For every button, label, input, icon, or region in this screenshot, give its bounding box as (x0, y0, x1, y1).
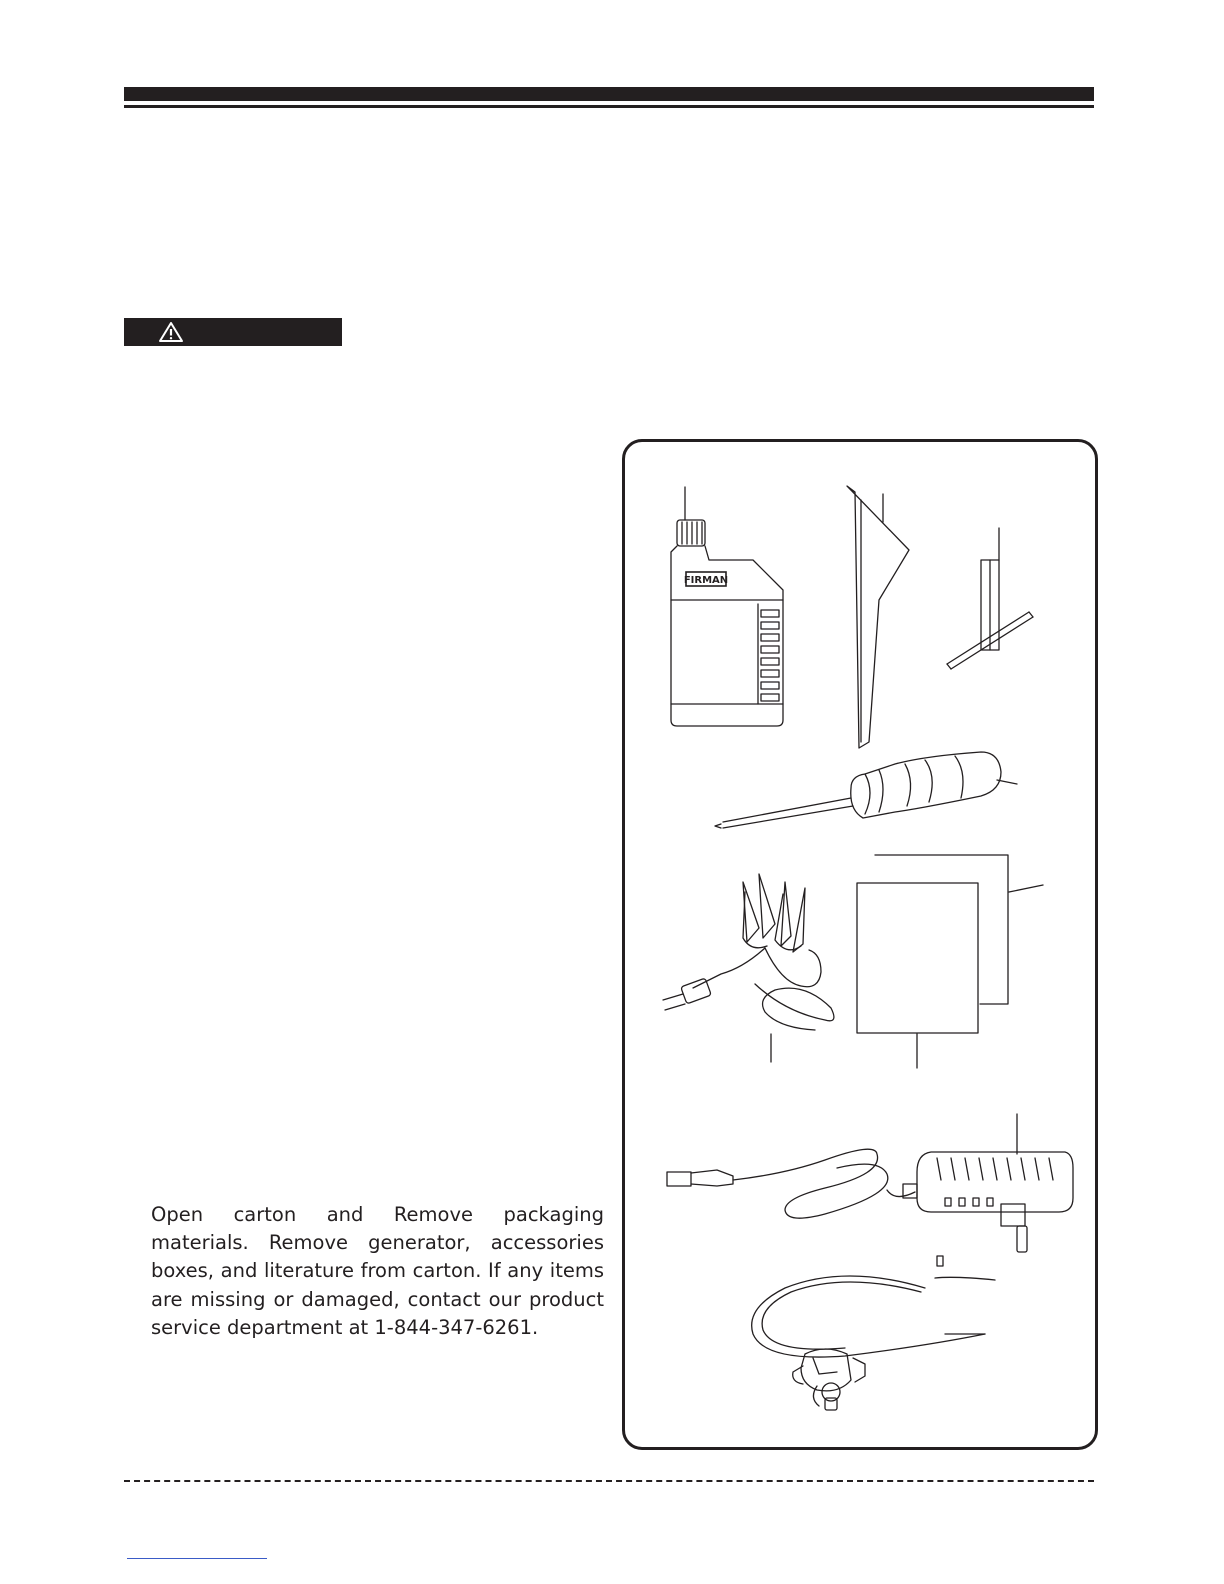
accessories-panel (622, 439, 1098, 1450)
oil-funnel-illustration (847, 486, 909, 748)
footer-dashed-rule (124, 1480, 1094, 1482)
manuals-illustration (857, 855, 1043, 1068)
oil-bottle-brand-text: FIRMAN (683, 575, 729, 586)
oil-bottle-illustration (671, 487, 783, 726)
oil-bottle-brand-label (684, 572, 728, 586)
header-bar (124, 87, 1094, 101)
header-rule (124, 105, 1094, 108)
wall-charger-illustration (667, 1114, 1073, 1252)
accessories-illustration (625, 442, 1101, 1453)
warning-triangle-icon (158, 321, 184, 343)
spark-plug-wrench-illustration (947, 528, 1033, 669)
dc-charging-cable-illustration (663, 874, 834, 1062)
screwdriver-illustration (715, 752, 1017, 828)
warning-tag (124, 318, 342, 346)
parallel-kit-illustration (752, 1256, 995, 1410)
footer-link-underline[interactable] (127, 1558, 267, 1559)
unpacking-instructions: Open carton and Remove packaging materials. Remove generator, accessories boxes, and literature from carton. If any items are missing or damaged, contact our product service department at 1-844-347-6261. (151, 1203, 604, 1339)
